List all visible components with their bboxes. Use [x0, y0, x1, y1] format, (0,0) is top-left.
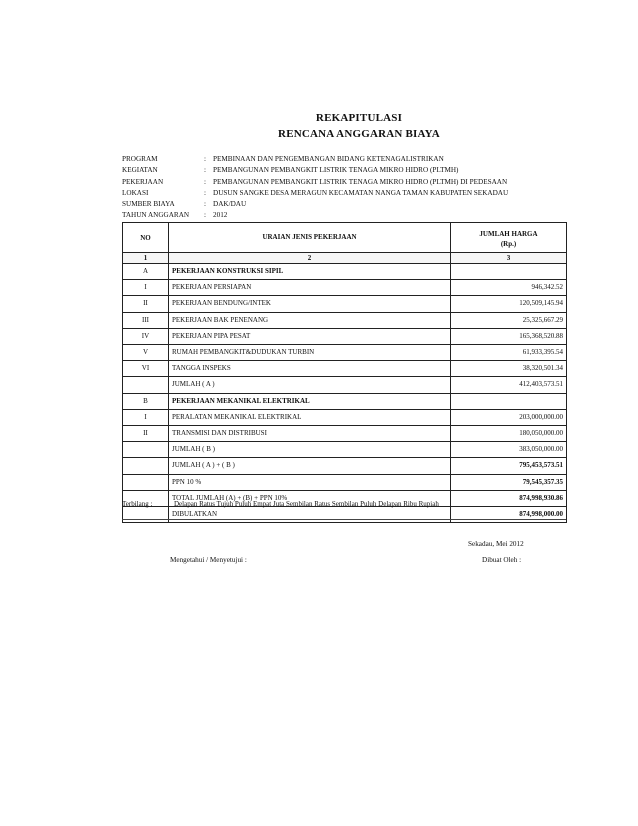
- row-jumlah: 874,998,930.86: [451, 490, 567, 506]
- row-uraian: PEKERJAAN BAK PENENANG: [169, 312, 451, 328]
- meta-colon: :: [204, 177, 206, 186]
- meta-row-lokasi: [122, 188, 508, 199]
- meta-value: PEMBANGUNAN PEMBANGKIT LISTRIK TENAGA MIKRO HIDRO (PLTMH) DI PEDESAAN: [213, 177, 508, 186]
- row-uraian: PEKERJAAN PERSIAPAN: [169, 280, 451, 296]
- table-row: [123, 296, 567, 312]
- row-uraian: JUMLAH ( A ): [169, 377, 451, 393]
- row-jumlah: 795,453,573.51: [451, 458, 567, 474]
- table-row: [123, 474, 567, 490]
- row-no: [123, 458, 169, 474]
- row-no: B: [123, 393, 169, 409]
- row-jumlah: 874,998,000.00: [451, 507, 567, 523]
- row-jumlah: 203,000,000.00: [451, 409, 567, 425]
- terbilang-value: Delapan Ratus Tujuh Puluh Empat Juta Sembilan Ratus Sembilan Puluh Delapan Ribu Rupiah: [174, 500, 439, 508]
- row-jumlah: 946,342.52: [451, 280, 567, 296]
- row-no: I: [123, 409, 169, 425]
- table-row: [123, 409, 567, 425]
- row-jumlah: 412,403,573.51: [451, 377, 567, 393]
- row-no: [123, 507, 169, 523]
- row-no: IV: [123, 328, 169, 344]
- meta-colon: :: [204, 211, 206, 220]
- row-uraian: JUMLAH ( B ): [169, 442, 451, 458]
- row-no: II: [123, 426, 169, 442]
- meta-colon: :: [204, 200, 206, 209]
- table-header-row: [123, 223, 567, 253]
- meta-label: LOKASI: [122, 188, 149, 197]
- row-no: II: [123, 296, 169, 312]
- table-row: [123, 328, 567, 344]
- table-row: [123, 345, 567, 361]
- divider: [122, 519, 566, 520]
- column-header-jumlah: [451, 223, 567, 253]
- column-index: 1: [123, 253, 169, 264]
- meta-value: 2012: [213, 211, 228, 220]
- row-uraian: PEKERJAAN KONSTRUKSI SIPIL: [169, 264, 451, 280]
- terbilang-label: Terbilang :: [122, 500, 153, 508]
- meta-label: SUMBER BIAYA: [122, 200, 175, 209]
- meta-label: KEGIATAN: [122, 166, 158, 175]
- cost-recap-table: [122, 222, 567, 523]
- row-uraian: PEKERJAAN PIPA PESAT: [169, 328, 451, 344]
- meta-value: PEMBINAAN DAN PENGEMBANGAN BIDANG KETENAGALISTRIKAN: [213, 155, 444, 163]
- table-row: [123, 280, 567, 296]
- prepared-by-label: Dibuat Oleh :: [482, 556, 522, 564]
- row-no: I: [123, 280, 169, 296]
- document-subtitle: RENCANA ANGGARAN BIAYA: [278, 128, 440, 140]
- column-index: 3: [451, 253, 567, 264]
- row-jumlah: 165,368,520.88: [451, 328, 567, 344]
- row-uraian: PPN 10 %: [169, 474, 451, 490]
- row-uraian: TOTAL JUMLAH (A) + (B) + PPN 10%: [169, 490, 451, 506]
- meta-value: PEMBANGUNAN PEMBANGKIT LISTRIK TENAGA MIKRO HIDRO (PLTMH): [213, 166, 459, 175]
- row-jumlah: 383,050,000.00: [451, 442, 567, 458]
- table-row: [123, 361, 567, 377]
- row-jumlah: 79,545,357.35: [451, 474, 567, 490]
- meta-label: TAHUN ANGGARAN: [122, 211, 190, 220]
- column-index: 2: [169, 253, 451, 264]
- approval-label: Mengetahui / Menyetujui :: [170, 556, 247, 564]
- column-index-row: [123, 253, 567, 264]
- column-header-uraian: URAIAN JENIS PEKERJAAN: [169, 223, 451, 253]
- table-body: [123, 264, 567, 523]
- row-uraian: PEKERJAAN MEKANIKAL ELEKTRIKAL: [169, 393, 451, 409]
- meta-colon: :: [204, 166, 206, 175]
- row-no: III: [123, 312, 169, 328]
- meta-value: DUSUN SANGKE DESA MERAGUN KECAMATAN NANGA TAMAN KABUPATEN SEKADAU: [213, 188, 509, 197]
- meta-row-sumber-biaya: [122, 199, 508, 210]
- row-jumlah: [451, 393, 567, 409]
- row-jumlah: 38,320,501.34: [451, 361, 567, 377]
- meta-label: PROGRAM: [122, 155, 158, 163]
- column-header-no: NO: [123, 223, 169, 253]
- table-row: [123, 458, 567, 474]
- meta-row-tahun-anggaran: [122, 210, 508, 221]
- table-row: [123, 426, 567, 442]
- row-jumlah: 120,509,145.94: [451, 296, 567, 312]
- row-no: [123, 442, 169, 458]
- meta-row-program: [122, 154, 508, 165]
- row-no: [123, 474, 169, 490]
- column-header-jumlah-line2: (Rp.): [500, 240, 517, 248]
- meta-row-kegiatan: [122, 165, 508, 176]
- row-uraian: TANGGA INSPEKS: [169, 361, 451, 377]
- row-no: [123, 377, 169, 393]
- table-row: [123, 507, 567, 523]
- row-no: VI: [123, 361, 169, 377]
- row-uraian: JUMLAH ( A ) + ( B ): [169, 458, 451, 474]
- row-jumlah: 180,050,000.00: [451, 426, 567, 442]
- row-uraian: TRANSMISI DAN DISTRIBUSI: [169, 426, 451, 442]
- row-uraian: RUMAH PEMBANGKIT&DUDUKAN TURBIN: [169, 345, 451, 361]
- meta-colon: :: [204, 188, 206, 197]
- place-date: Sekadau, Mei 2012: [468, 540, 524, 548]
- meta-value: DAK/DAU: [213, 200, 247, 209]
- row-jumlah: 25,325,667.29: [451, 312, 567, 328]
- project-info: [122, 154, 508, 222]
- row-jumlah: [451, 264, 567, 280]
- table-row: [123, 442, 567, 458]
- table-row: [123, 393, 567, 409]
- row-uraian: PEKERJAAN BENDUNG/INTEK: [169, 296, 451, 312]
- row-uraian: PERALATAN MEKANIKAL ELEKTRIKAL: [169, 409, 451, 425]
- meta-colon: :: [204, 155, 206, 163]
- meta-row-pekerjaan: [122, 177, 508, 188]
- meta-label: PEKERJAAN: [122, 177, 164, 186]
- row-jumlah: 61,933,395.54: [451, 345, 567, 361]
- column-header-jumlah-line1: JUMLAH HARGA: [479, 230, 538, 238]
- document-title: REKAPITULASI: [315, 112, 403, 124]
- row-no: V: [123, 345, 169, 361]
- row-uraian: DIBULATKAN: [169, 507, 451, 523]
- terbilang: [122, 500, 439, 508]
- table-row: [123, 377, 567, 393]
- table-row: [123, 312, 567, 328]
- row-no: A: [123, 264, 169, 280]
- table-row: [123, 264, 567, 280]
